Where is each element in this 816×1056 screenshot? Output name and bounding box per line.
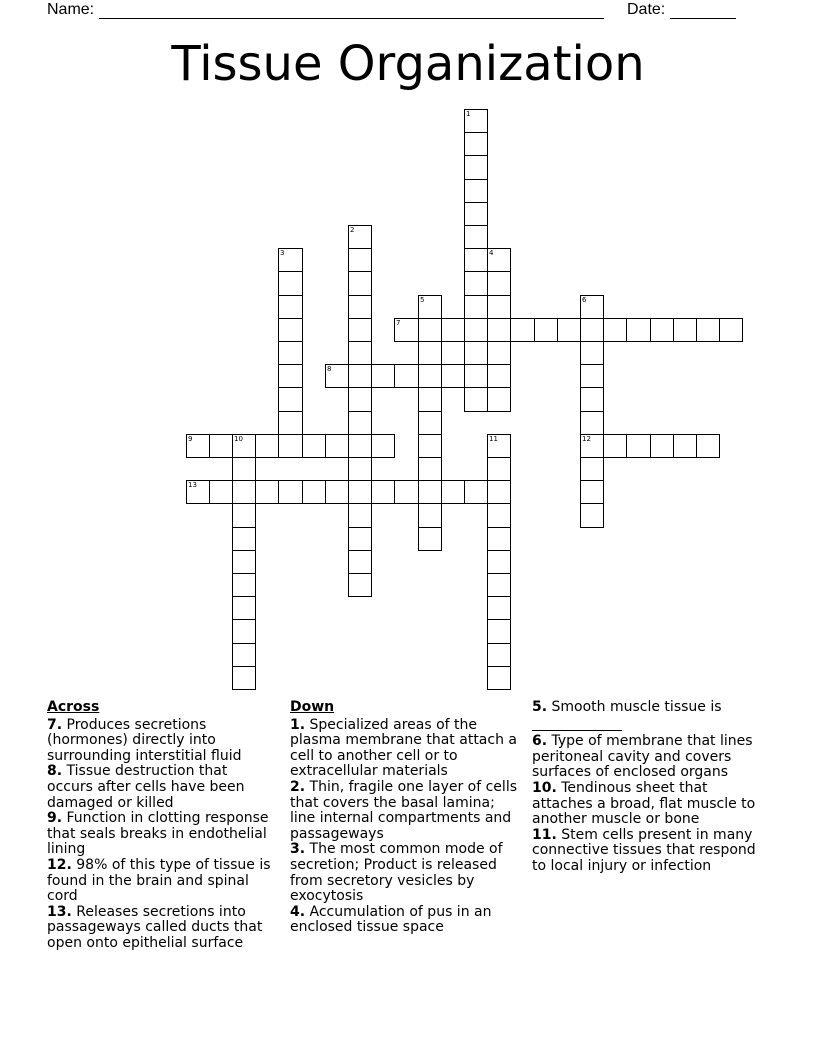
grid-cell[interactable] (464, 179, 488, 203)
grid-cell[interactable] (441, 318, 465, 342)
grid-cell[interactable] (580, 341, 604, 365)
down-clues (290, 700, 522, 936)
grid-cell[interactable] (487, 666, 511, 690)
across-clue (47, 718, 277, 765)
grid-cell[interactable] (487, 619, 511, 644)
clue-text: Releases secretions into passageways called ducts that open onto epithelial surface (47, 903, 263, 951)
grid-cell[interactable] (580, 434, 604, 458)
grid-cell[interactable] (255, 480, 279, 504)
grid-cell[interactable] (534, 318, 558, 342)
grid-cell[interactable] (418, 341, 442, 365)
clue-number: 9. (47, 810, 63, 827)
clue-number: 2 (350, 226, 355, 234)
clue-number: 1 (466, 110, 471, 118)
down-clue (532, 734, 768, 781)
grid-cell[interactable] (696, 318, 720, 342)
grid-cell[interactable] (302, 434, 326, 458)
grid-cell[interactable] (418, 295, 442, 319)
grid-cell[interactable] (487, 248, 511, 272)
clue-text: Thin, fragile one layer of cells that covers the basal lamina; line internal compartments and passageways (290, 778, 517, 842)
clue-number: 2. (290, 778, 306, 795)
grid-cell[interactable] (371, 434, 395, 458)
grid-cell[interactable] (487, 457, 511, 481)
grid-cell[interactable] (278, 411, 303, 435)
grid-cell[interactable] (464, 109, 488, 133)
clue-number: 10 (234, 435, 243, 443)
grid-cell[interactable] (673, 318, 697, 342)
grid-cell[interactable] (487, 550, 511, 574)
clue-number: 9 (188, 435, 193, 443)
grid-cell[interactable] (278, 387, 303, 412)
clue-number: 8 (327, 365, 332, 373)
grid-cell[interactable] (418, 503, 442, 528)
grid-cell[interactable] (348, 457, 372, 481)
down-clue (532, 781, 768, 828)
grid-cell[interactable] (441, 480, 465, 504)
grid-cell[interactable] (464, 341, 488, 365)
grid-cell[interactable] (348, 225, 372, 249)
grid-cell[interactable] (186, 480, 210, 504)
grid-cell[interactable] (209, 480, 233, 504)
grid-cell[interactable] (487, 480, 511, 504)
clue-number: 12. (47, 856, 72, 873)
grid-cell[interactable] (580, 411, 604, 435)
grid-cell[interactable] (580, 387, 604, 412)
clue-number: 6. (532, 733, 548, 750)
grid-cell[interactable] (487, 364, 511, 388)
down-clue (290, 842, 522, 904)
grid-cell[interactable] (418, 411, 442, 435)
grid-cell[interactable] (626, 434, 651, 458)
clue-text: Specialized areas of the plasma membrane that attach a cell to another cell or to extracellular materials (290, 716, 517, 780)
grid-cell[interactable] (418, 434, 442, 458)
across-heading: Across (47, 699, 100, 715)
grid-cell[interactable] (580, 318, 604, 342)
grid-cell[interactable] (232, 480, 256, 504)
grid-cell[interactable] (255, 434, 279, 458)
grid-cell[interactable] (278, 248, 303, 272)
grid-cell[interactable] (302, 480, 326, 504)
grid-cell[interactable] (232, 550, 256, 574)
grid-cell[interactable] (441, 364, 465, 388)
grid-cell[interactable] (580, 295, 604, 319)
clue-number: 13. (47, 903, 72, 920)
grid-cell[interactable] (418, 318, 442, 342)
answer-blank (532, 716, 622, 731)
grid-cell[interactable] (348, 248, 372, 272)
down-clue (532, 700, 768, 731)
clue-text: Smooth muscle tissue is (547, 699, 722, 715)
grid-cell[interactable] (487, 643, 511, 667)
down-clue (290, 780, 522, 842)
grid-cell[interactable] (580, 503, 604, 528)
down-clue (532, 828, 768, 875)
grid-cell[interactable] (348, 411, 372, 435)
grid-cell[interactable] (580, 480, 604, 504)
down-clues-continued (532, 700, 768, 875)
clue-text: Tendinous sheet that attaches a broad, flat muscle to another muscle or bone (532, 779, 756, 828)
grid-cell[interactable] (325, 480, 349, 504)
grid-cell[interactable] (464, 202, 488, 226)
grid-cell[interactable] (278, 341, 303, 365)
page-title: Tissue Organization (171, 36, 645, 92)
grid-cell[interactable] (464, 364, 488, 388)
grid-cell[interactable] (487, 271, 511, 296)
grid-cell[interactable] (278, 434, 303, 458)
grid-cell[interactable] (487, 503, 511, 528)
grid-cell[interactable] (394, 364, 419, 388)
clue-text: Tissue destruction that occurs after cells have been damaged or killed (47, 763, 245, 811)
clue-number: 5 (420, 296, 425, 304)
grid-cell[interactable] (278, 364, 303, 388)
grid-cell[interactable] (278, 271, 303, 296)
grid-cell[interactable] (464, 295, 488, 319)
grid-cell[interactable] (464, 480, 488, 504)
grid-cell[interactable] (325, 434, 349, 458)
grid-cell[interactable] (348, 573, 372, 597)
grid-cell[interactable] (348, 550, 372, 574)
grid-cell[interactable] (580, 457, 604, 481)
grid-cell[interactable] (557, 318, 581, 342)
clue-number: 4 (489, 249, 494, 257)
grid-cell[interactable] (232, 666, 256, 690)
down-heading: Down (290, 699, 335, 715)
grid-cell[interactable] (464, 248, 488, 272)
clue-number: 12 (582, 435, 591, 443)
clue-number: 1. (290, 716, 306, 733)
grid-cell[interactable] (348, 318, 372, 342)
across-clue (47, 858, 277, 905)
grid-cell[interactable] (348, 503, 372, 528)
across-clue (47, 905, 277, 952)
grid-cell[interactable] (394, 480, 419, 504)
clue-number: 6 (582, 296, 587, 304)
grid-cell[interactable] (348, 480, 372, 504)
clue-text: 98% of this type of tissue is found in the brain and spinal cord (47, 856, 271, 905)
clue-text: The most common mode of secretion; Product is released from secretory vesicles by exocytosis (290, 841, 503, 905)
date-label: Date: (627, 1, 666, 18)
clue-text: Type of membrane that lines peritoneal cavity and covers surfaces of enclosed organs (532, 733, 753, 781)
grid-cell[interactable] (603, 318, 627, 342)
across-clue (47, 811, 277, 858)
grid-cell[interactable] (487, 341, 511, 365)
clue-number: 7. (47, 716, 63, 733)
grid-cell[interactable] (278, 295, 303, 319)
grid-cell[interactable] (371, 364, 395, 388)
grid-cell[interactable] (232, 527, 256, 551)
grid-cell[interactable] (696, 434, 720, 458)
clue-text: Function in clotting response that seals breaks in endothelial lining (47, 810, 269, 858)
across-clues (47, 700, 277, 952)
grid-cell[interactable] (464, 225, 488, 249)
clue-text: Accumulation of pus in an enclosed tissue space (290, 903, 492, 936)
grid-cell[interactable] (418, 480, 442, 504)
clue-number: 13 (188, 481, 197, 489)
grid-cell[interactable] (487, 387, 511, 412)
down-clue (290, 718, 522, 780)
grid-cell[interactable] (232, 643, 256, 667)
grid-cell[interactable] (464, 132, 488, 156)
down-clue (290, 905, 522, 936)
grid-cell[interactable] (371, 480, 395, 504)
grid-cell[interactable] (348, 341, 372, 365)
grid-cell[interactable] (348, 527, 372, 551)
grid-cell[interactable] (464, 318, 488, 342)
grid-cell[interactable] (418, 387, 442, 412)
clue-number: 4. (290, 903, 306, 920)
grid-cell[interactable] (464, 387, 488, 412)
grid-cell[interactable] (487, 295, 511, 319)
grid-cell[interactable] (418, 527, 442, 551)
grid-cell[interactable] (186, 434, 210, 458)
grid-cell[interactable] (650, 434, 674, 458)
grid-cell[interactable] (650, 318, 674, 342)
clue-number: 11. (532, 826, 557, 843)
clue-number: 8. (47, 763, 63, 780)
grid-cell[interactable] (394, 318, 419, 342)
grid-cell[interactable] (232, 619, 256, 644)
clue-number: 7 (396, 319, 401, 327)
grid-cell[interactable] (232, 434, 256, 458)
grid-cell[interactable] (418, 457, 442, 481)
grid-cell[interactable] (418, 364, 442, 388)
across-clue (47, 764, 277, 811)
grid-cell[interactable] (348, 295, 372, 319)
grid-cell[interactable] (348, 387, 372, 412)
grid-cell[interactable] (232, 573, 256, 597)
grid-cell[interactable] (348, 434, 372, 458)
grid-cell[interactable] (464, 271, 488, 296)
clue-number: 10. (532, 779, 557, 796)
grid-cell[interactable] (673, 434, 697, 458)
grid-cell[interactable] (719, 318, 743, 342)
grid-cell[interactable] (626, 318, 651, 342)
clue-number: 11 (489, 435, 498, 443)
grid-cell[interactable] (487, 573, 511, 597)
clue-text: Stem cells present in many connective tissues that respond to local injury or infection (532, 826, 756, 874)
grid-cell[interactable] (487, 434, 511, 458)
grid-cell[interactable] (464, 155, 488, 180)
grid-cell[interactable] (232, 596, 256, 620)
clue-number: 3 (280, 249, 285, 257)
grid-cell[interactable] (278, 318, 303, 342)
grid-cell[interactable] (487, 318, 511, 342)
grid-cell[interactable] (209, 434, 233, 458)
grid-cell[interactable] (232, 503, 256, 528)
grid-cell[interactable] (278, 480, 303, 504)
grid-cell[interactable] (603, 434, 627, 458)
grid-cell[interactable] (487, 527, 511, 551)
clue-number: 5. (532, 699, 548, 715)
clue-number: 3. (290, 841, 306, 858)
grid-cell[interactable] (487, 596, 511, 620)
grid-cell[interactable] (232, 457, 256, 481)
grid-cell[interactable] (348, 364, 372, 388)
grid-cell[interactable] (325, 364, 349, 388)
name-label: Name: (47, 1, 95, 18)
grid-cell[interactable] (348, 271, 372, 296)
grid-cell[interactable] (510, 318, 535, 342)
clue-text: Produces secretions (hormones) directly into surrounding interstitial fluid (47, 716, 242, 764)
grid-cell[interactable] (580, 364, 604, 388)
